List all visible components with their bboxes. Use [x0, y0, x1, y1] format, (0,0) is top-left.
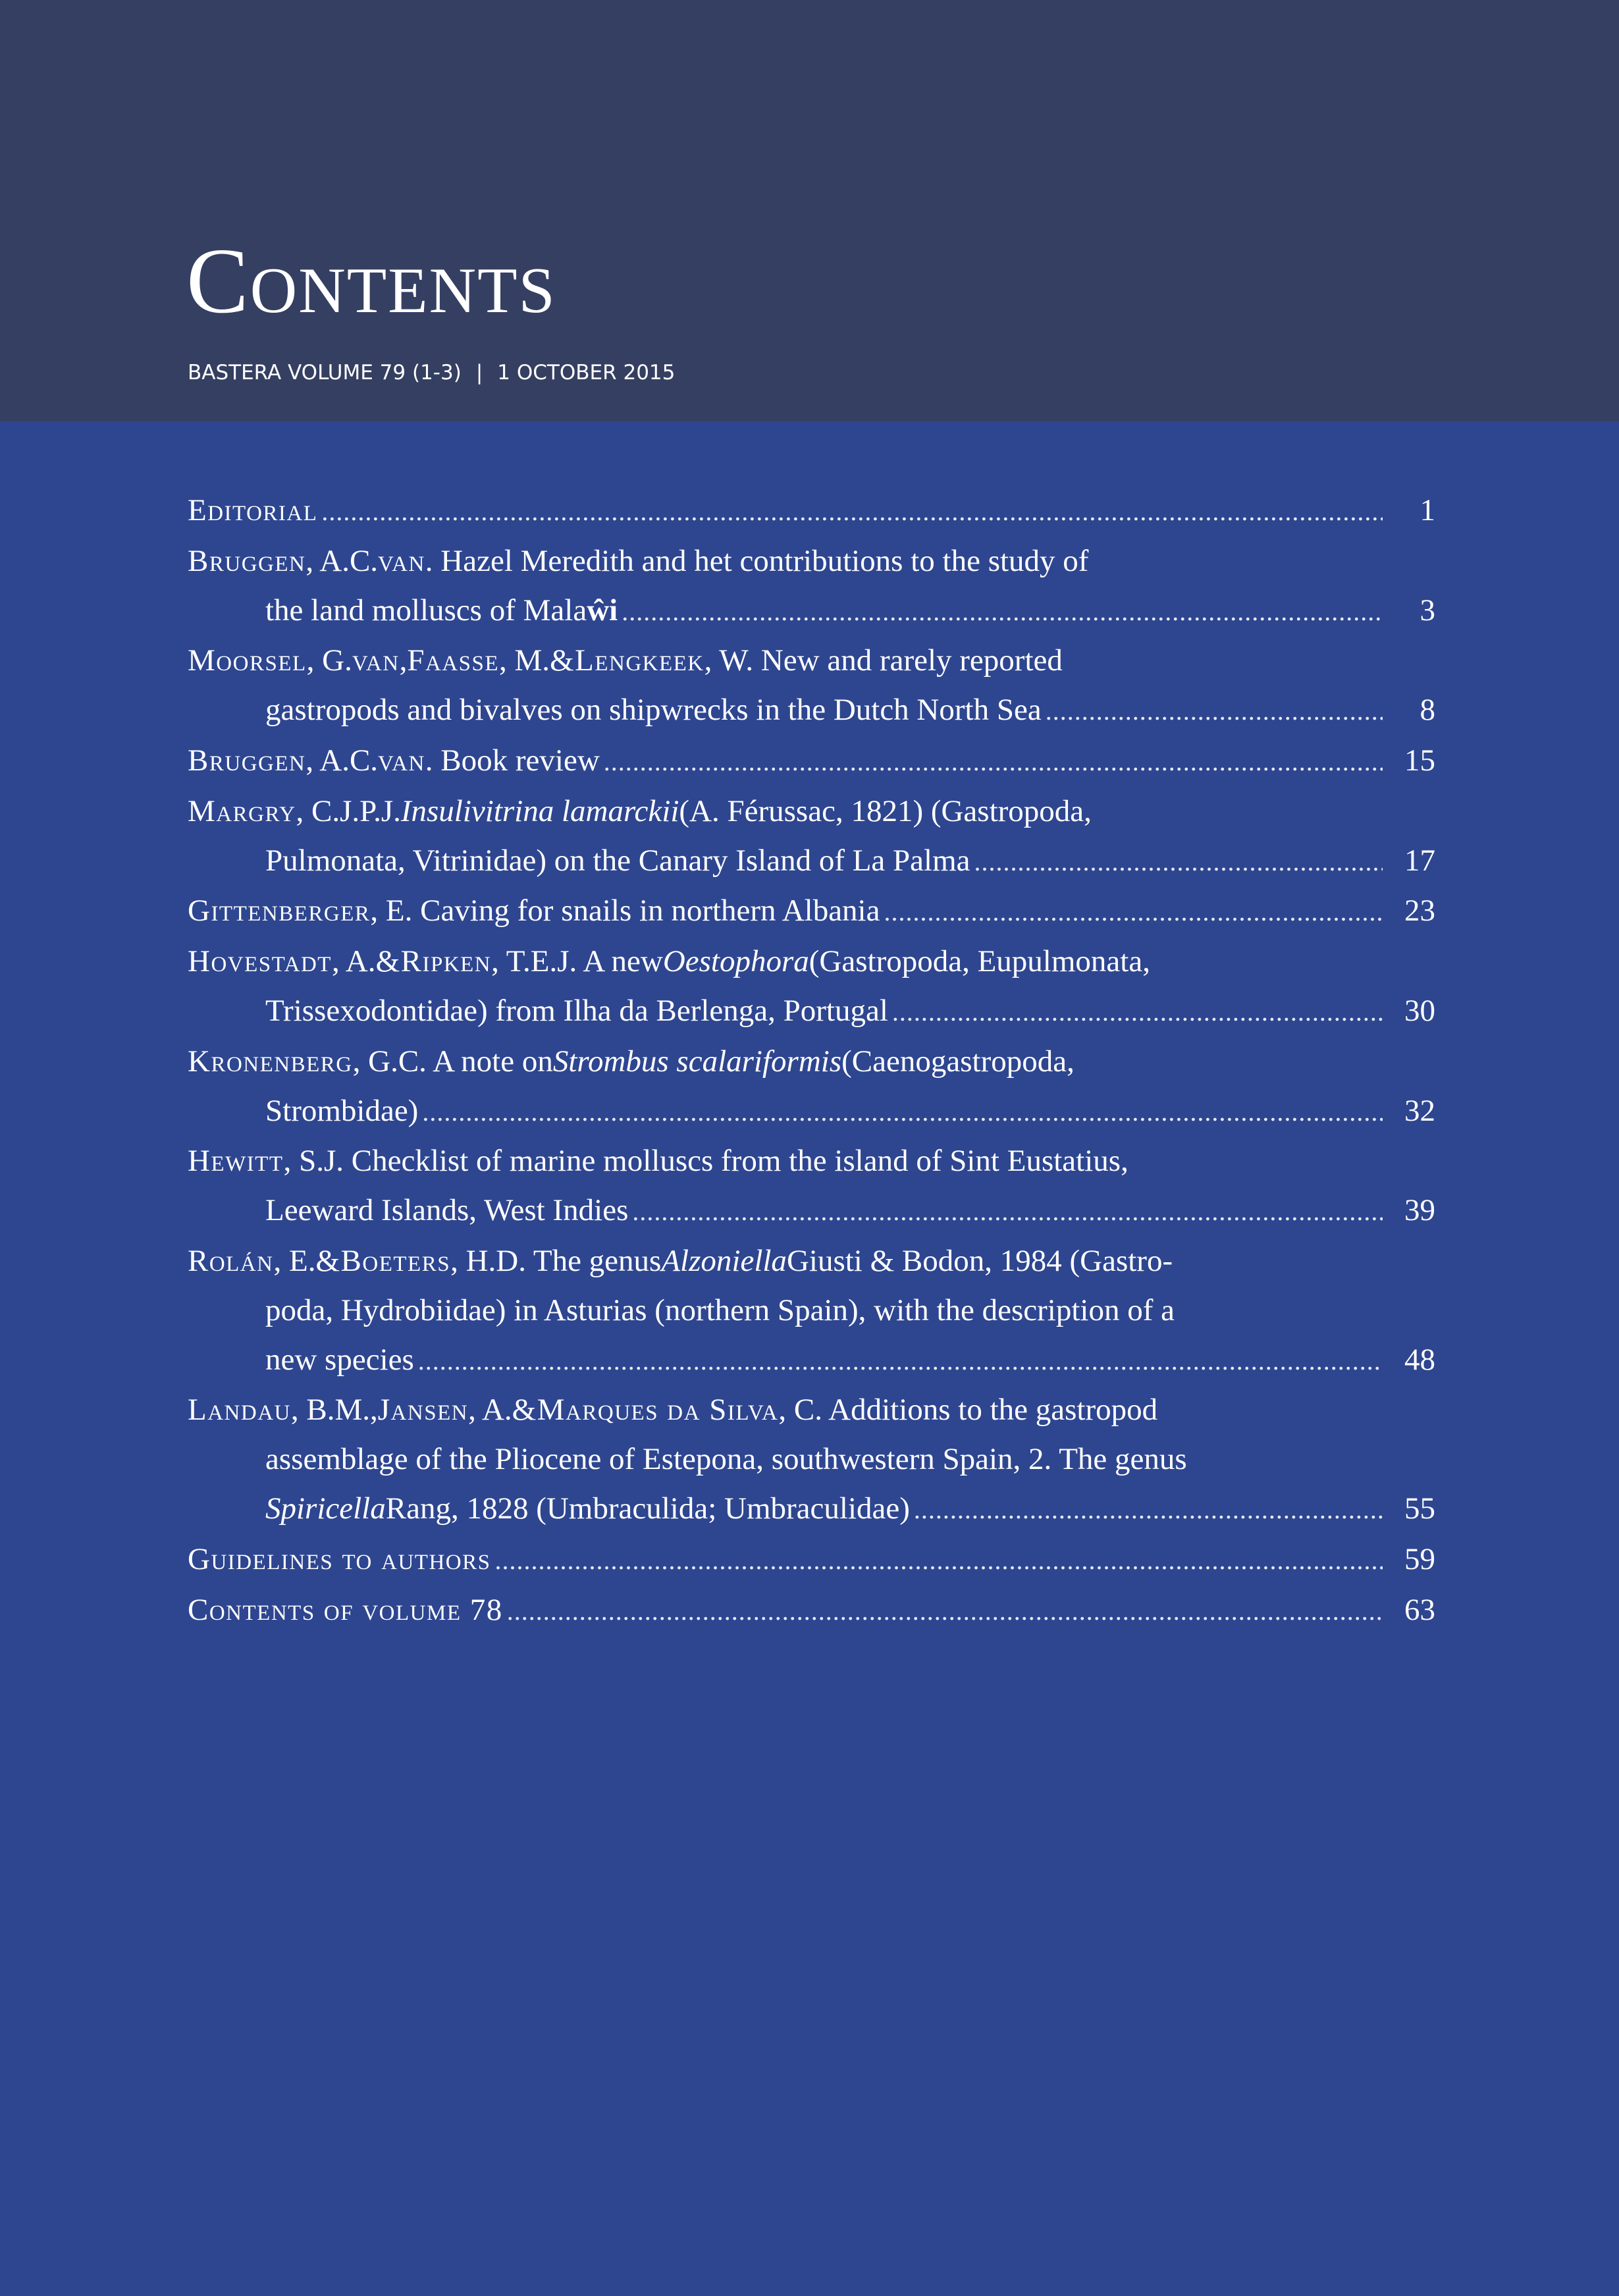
toc-entry: [188, 1535, 1435, 1586]
table-of-contents: [188, 486, 1435, 1636]
toc-author-text: Jansen: [377, 1393, 469, 1428]
dot-leader: [622, 587, 1383, 637]
toc-entry-line: [188, 1186, 1435, 1237]
toc-text: the land molluscs of Mala: [265, 593, 587, 627]
toc-text: Rang, 1828 (Umbraculida; Umbraculidae): [385, 1491, 910, 1526]
toc-text: (Gastropoda, Eupulmonata,: [809, 944, 1150, 979]
toc-text: gastropods and bivalves on shipwrecks in the Dutch North Sea: [265, 693, 1042, 728]
toc-text: , S.J. Checklist of marine molluscs from the island of Sint Eustatius,: [283, 1144, 1128, 1179]
toc-page-number: 15: [1404, 743, 1435, 778]
toc-entry-line: [188, 1037, 1435, 1086]
toc-text: , E. Caving for snails in northern Albania: [370, 894, 880, 928]
toc-entry-line: [188, 1286, 1435, 1335]
toc-entry-line: [188, 537, 1435, 586]
toc-text: new species: [265, 1342, 414, 1377]
toc-entry: [188, 1136, 1435, 1237]
toc-entry-line: [188, 486, 1435, 537]
toc-author-text: Landau: [188, 1393, 291, 1428]
toc-entry-line: [188, 1136, 1435, 1186]
toc-entry-line: [188, 586, 1435, 637]
toc-entry: [188, 736, 1435, 787]
toc-author-text: Bruggen: [188, 743, 306, 778]
toc-text: , G.C. A note on: [352, 1044, 553, 1079]
dot-leader: [507, 1587, 1383, 1636]
page-title: Contents: [186, 228, 556, 333]
toc-entry: [188, 1385, 1435, 1534]
toc-page-number: 3: [1420, 593, 1435, 627]
toc-entry: [188, 537, 1435, 637]
toc-page-number: 32: [1404, 1093, 1435, 1128]
toc-entry-line: [188, 1335, 1435, 1386]
toc-author-text: Kronenberg: [188, 1044, 353, 1079]
dot-leader: [632, 1187, 1383, 1237]
dot-leader: [892, 988, 1383, 1037]
toc-entry: [188, 636, 1435, 736]
toc-author-text: van: [378, 543, 425, 578]
dot-leader: [974, 838, 1383, 887]
toc-author-text: van: [378, 743, 425, 778]
toc-page-number: 59: [1404, 1541, 1435, 1576]
toc-entry-line: [188, 736, 1435, 787]
toc-text: , A.C.: [305, 743, 379, 778]
toc-page-number: 39: [1404, 1193, 1435, 1228]
issue-separator: |: [475, 361, 483, 385]
toc-text: , C. Additions to the gastropod: [778, 1393, 1158, 1428]
header-band: [0, 0, 1619, 421]
toc-entry-line: [188, 986, 1435, 1037]
toc-taxon-text: Alzoniella: [661, 1243, 787, 1278]
toc-taxon-text: Insulivitrina lamarckii: [400, 793, 679, 828]
toc-entry: [188, 1037, 1435, 1137]
toc-entry-line: [188, 1535, 1435, 1586]
toc-author-text: Marques da Silva: [537, 1393, 779, 1428]
toc-entry-line: [188, 886, 1435, 937]
toc-author-text: &: [550, 643, 575, 678]
toc-text: , M.: [499, 643, 550, 678]
toc-entry-line: [188, 1237, 1435, 1286]
toc-entry-line: [188, 787, 1435, 836]
toc-entry: [188, 886, 1435, 937]
dot-leader: [494, 1536, 1383, 1586]
toc-author-text: Guidelines to authors: [188, 1541, 491, 1576]
toc-entry-line: [188, 937, 1435, 986]
toc-text: , C.J.P.J.: [296, 793, 401, 828]
toc-entry-line: [188, 636, 1435, 685]
toc-author-text: &: [315, 1243, 341, 1278]
toc-entry: [188, 787, 1435, 887]
toc-text: , H.D. The genus: [450, 1243, 662, 1278]
dot-leader: [884, 888, 1383, 937]
toc-page-number: 1: [1420, 493, 1435, 527]
toc-author-text: van: [352, 643, 400, 678]
toc-entry-line: [188, 1586, 1435, 1636]
toc-author-text: Contents of volume 78: [188, 1592, 503, 1627]
dot-leader: [422, 1088, 1383, 1137]
toc-text: Leeward Islands, West Indies: [265, 1193, 629, 1228]
toc-author-text: &: [375, 944, 401, 979]
toc-text: assemblage of the Pliocene of Estepona, southwestern Spain, 2. The genus: [265, 1442, 1187, 1477]
toc-page-number: 63: [1404, 1592, 1435, 1627]
toc-author-text: Bruggen: [188, 543, 306, 578]
toc-text: , W. New and rarely reported: [704, 643, 1063, 678]
toc-text: Strombidae): [265, 1093, 419, 1128]
toc-text: . Book review: [425, 743, 600, 778]
journal-volume: BASTERA VOLUME 79 (1-3): [188, 361, 462, 385]
dot-leader: [1046, 687, 1383, 736]
toc-entry-line: [188, 836, 1435, 887]
toc-text: ŵi: [587, 593, 618, 627]
toc-entry-line: [188, 1484, 1435, 1535]
toc-page-number: 17: [1404, 843, 1435, 878]
toc-text: , G.: [306, 643, 352, 678]
toc-text: . Hazel Meredith and het contributions to the study of: [425, 543, 1089, 578]
toc-entry: [188, 1586, 1435, 1636]
toc-text: (A. Férussac, 1821) (Gastropoda,: [679, 793, 1092, 828]
toc-entry-line: [188, 1435, 1435, 1484]
toc-page-number: 55: [1404, 1491, 1435, 1526]
dot-leader: [321, 487, 1383, 537]
toc-text: Pulmonata, Vitrinidae) on the Canary Island of La Palma: [265, 843, 970, 878]
toc-author-text: Editorial: [188, 493, 318, 527]
toc-author-text: Margry: [188, 793, 296, 828]
toc-text: , E.: [273, 1243, 316, 1278]
toc-author-text: &: [512, 1393, 537, 1428]
toc-text: , A.C.: [305, 543, 379, 578]
toc-author-text: Hewitt: [188, 1144, 284, 1179]
toc-text: , B.M.,: [290, 1393, 378, 1428]
toc-author-text: Faasse: [407, 643, 500, 678]
toc-text: Giusti & Bodon, 1984 (Gastro-: [786, 1243, 1173, 1278]
toc-author-text: Gittenberger: [188, 894, 371, 928]
toc-text: , T.E.J. A new: [491, 944, 663, 979]
toc-author-text: Rolán: [188, 1243, 274, 1278]
toc-entry-line: [188, 1385, 1435, 1435]
toc-entry: [188, 937, 1435, 1037]
toc-text: Trissexodontidae) from Ilha da Berlenga, Portugal: [265, 993, 888, 1028]
toc-author-text: Hovestadt: [188, 944, 332, 979]
toc-taxon-text: Strombus scalariformis: [552, 1044, 842, 1079]
toc-text: poda, Hydrobiidae) in Asturias (northern Spain), with the description of a: [265, 1293, 1175, 1327]
toc-author-text: Moorsel: [188, 643, 307, 678]
toc-text: ,: [399, 643, 408, 678]
toc-text: , A.: [468, 1393, 512, 1428]
toc-entry-line: [188, 685, 1435, 736]
dot-leader: [604, 737, 1383, 787]
toc-entry-line: [188, 1086, 1435, 1137]
toc-page-number: 48: [1404, 1342, 1435, 1377]
toc-taxon-text: Oestophora: [662, 944, 809, 979]
toc-text: , A.: [331, 944, 376, 979]
issue-date: 1 OCTOBER 2015: [497, 361, 676, 385]
toc-page-number: 30: [1404, 993, 1435, 1028]
dot-leader: [418, 1337, 1383, 1386]
issue-line: [188, 361, 675, 385]
toc-page-number: 23: [1404, 894, 1435, 928]
toc-author-text: Lengkeek: [575, 643, 704, 678]
toc-author-text: Boeters: [340, 1243, 451, 1278]
toc-taxon-text: Spiricella: [265, 1491, 386, 1526]
toc-page-number: 8: [1420, 693, 1435, 728]
dot-leader: [914, 1485, 1383, 1535]
toc-text: (Caenogastropoda,: [841, 1044, 1075, 1079]
toc-entry: [188, 1237, 1435, 1385]
toc-entry: [188, 486, 1435, 537]
toc-author-text: Ripken: [400, 944, 492, 979]
